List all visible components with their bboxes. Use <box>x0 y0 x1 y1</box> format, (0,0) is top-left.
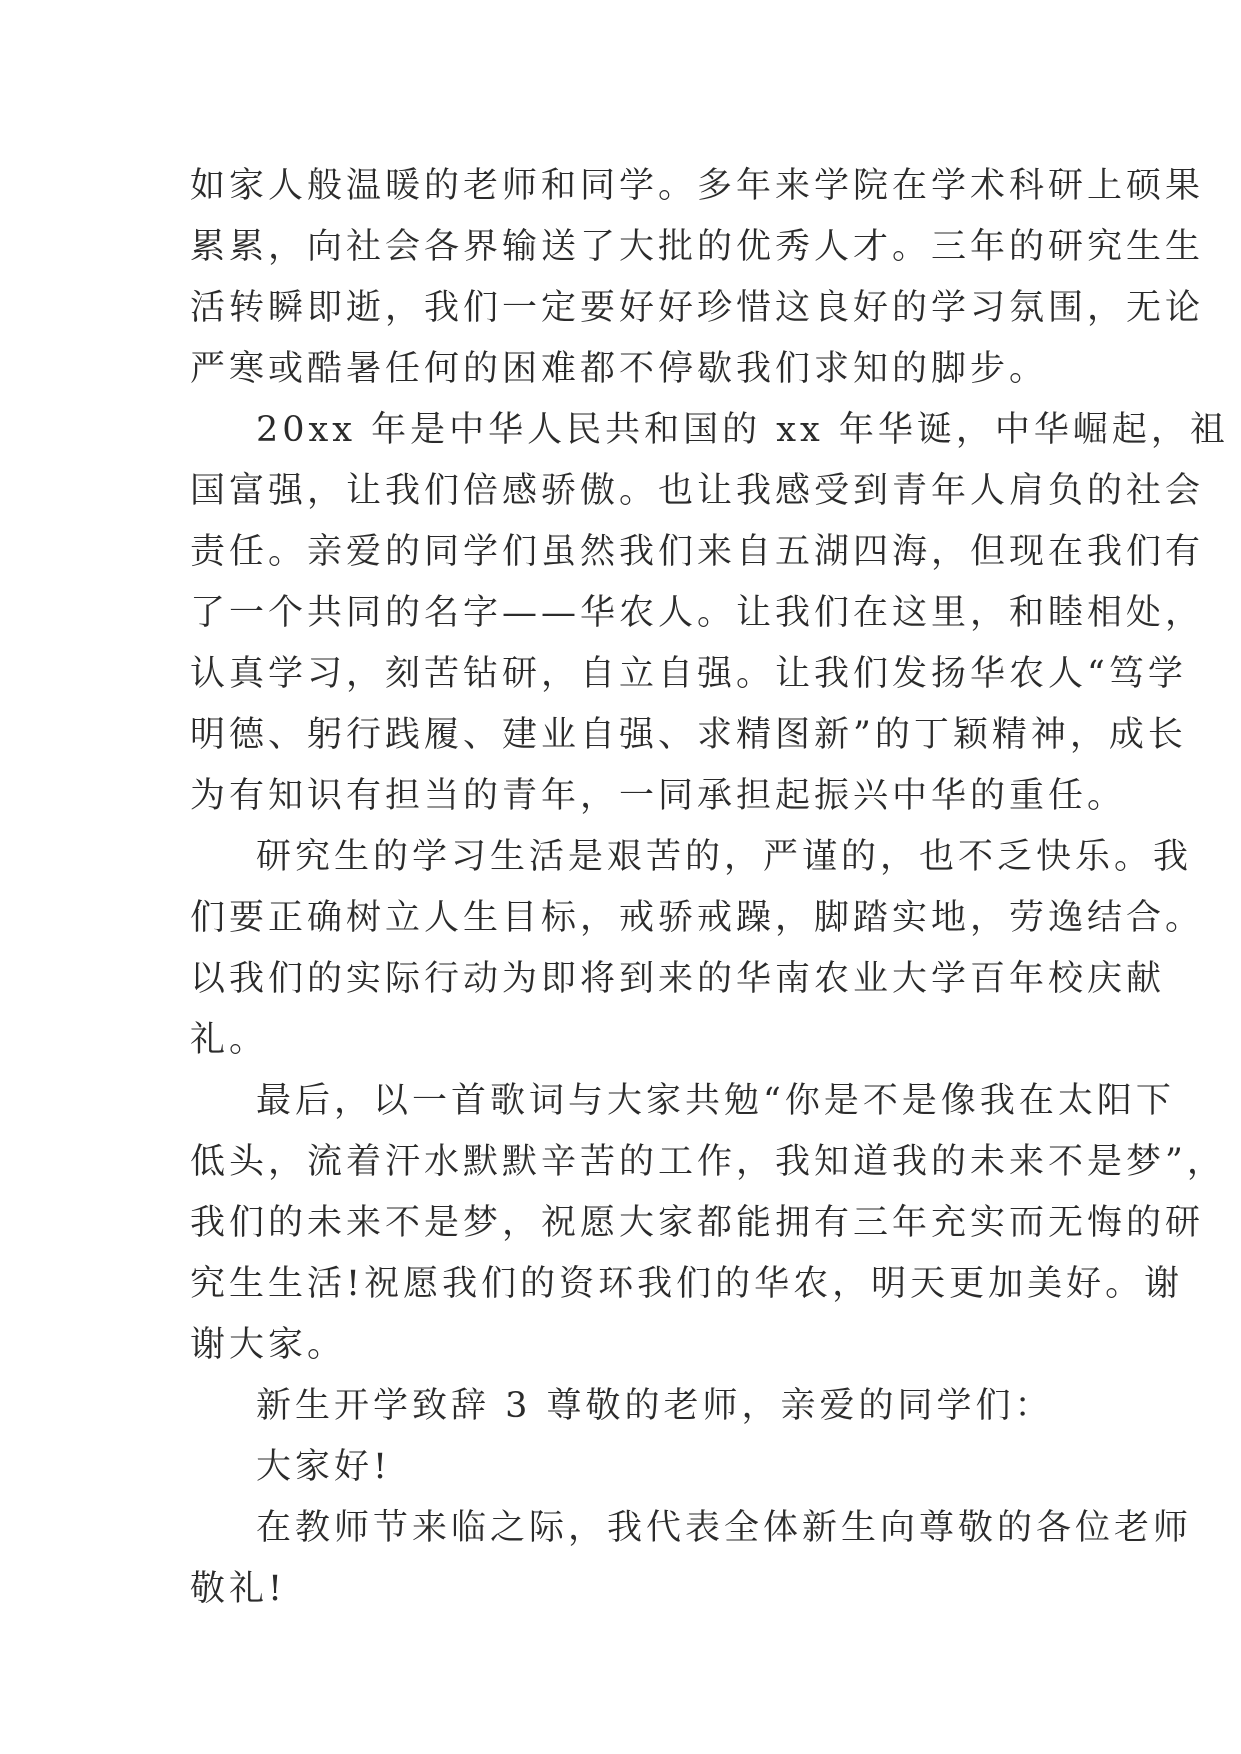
paragraph <box>190 400 1229 827</box>
text-line: 20xx 年是中华人民共和国的 xx 年华诞，中华崛起，祖 <box>256 410 1229 450</box>
text-line: 了一个共同的名字——华农人。让我们在这里，和睦相处， <box>190 593 1205 633</box>
text-line: 国富强，让我们倍感骄傲。也让我感受到青年人肩负的社会 <box>190 471 1205 511</box>
text-line: 如家人般温暖的老师和同学。多年来学院在学术科研上硕果 <box>190 166 1205 206</box>
text-line: 为有知识有担当的青年，一同承担起振兴中华的重任。 <box>190 776 1127 816</box>
text-line: 们要正确树立人生目标，戒骄戒躁，脚踏实地，劳逸结合。 <box>190 898 1205 938</box>
text-line: 礼。 <box>190 1020 269 1060</box>
paragraph <box>190 1437 1056 1498</box>
text-line: 大家好! <box>256 1447 392 1487</box>
text-line: 以我们的实际行动为即将到来的华南农业大学百年校庆献 <box>190 959 1166 999</box>
text-line: 研究生的学习生活是艰苦的，严谨的，也不乏快乐。我 <box>256 837 1193 877</box>
text-line: 在教师节来临之际，我代表全体新生向尊敬的各位老师 <box>256 1508 1193 1548</box>
text-line: 敬礼! <box>190 1569 287 1609</box>
text-line: 明德、躬行践履、建业自强、求精图新”的丁颖精神，成长 <box>190 715 1187 755</box>
text-line: 责任。亲爱的同学们虽然我们来自五湖四海，但现在我们有 <box>190 532 1205 572</box>
paragraph <box>190 1376 1056 1437</box>
text-line: 低头，流着汗水默默辛苦的工作，我知道我的未来不是梦”， <box>190 1142 1226 1182</box>
document-body <box>190 156 1229 1620</box>
paragraph <box>190 156 1205 400</box>
text-line: 我们的未来不是梦，祝愿大家都能拥有三年充实而无悔的研 <box>190 1203 1205 1243</box>
text-line: 严寒或酷暑任何的困难都不停歇我们求知的脚步。 <box>190 349 1049 389</box>
text-line: 活转瞬即逝，我们一定要好好珍惜这良好的学习氛围，无论 <box>190 288 1205 328</box>
paragraph <box>190 1498 1193 1620</box>
text-line: 究生生活!祝愿我们的资环我们的华农，明天更加美好。谢 <box>190 1264 1184 1304</box>
paragraph <box>190 827 1205 1071</box>
text-line: 累累，向社会各界输送了大批的优秀人才。三年的研究生生 <box>190 227 1205 267</box>
text-line: 最后，以一首歌词与大家共勉“你是不是像我在太阳下 <box>256 1081 1175 1121</box>
paragraph <box>190 1071 1226 1376</box>
text-line: 新生开学致辞 3 尊敬的老师，亲爱的同学们： <box>256 1386 1054 1426</box>
text-line: 认真学习，刻苦钻研，自立自强。让我们发扬华农人“笃学 <box>190 654 1187 694</box>
text-line: 谢大家。 <box>190 1325 347 1365</box>
